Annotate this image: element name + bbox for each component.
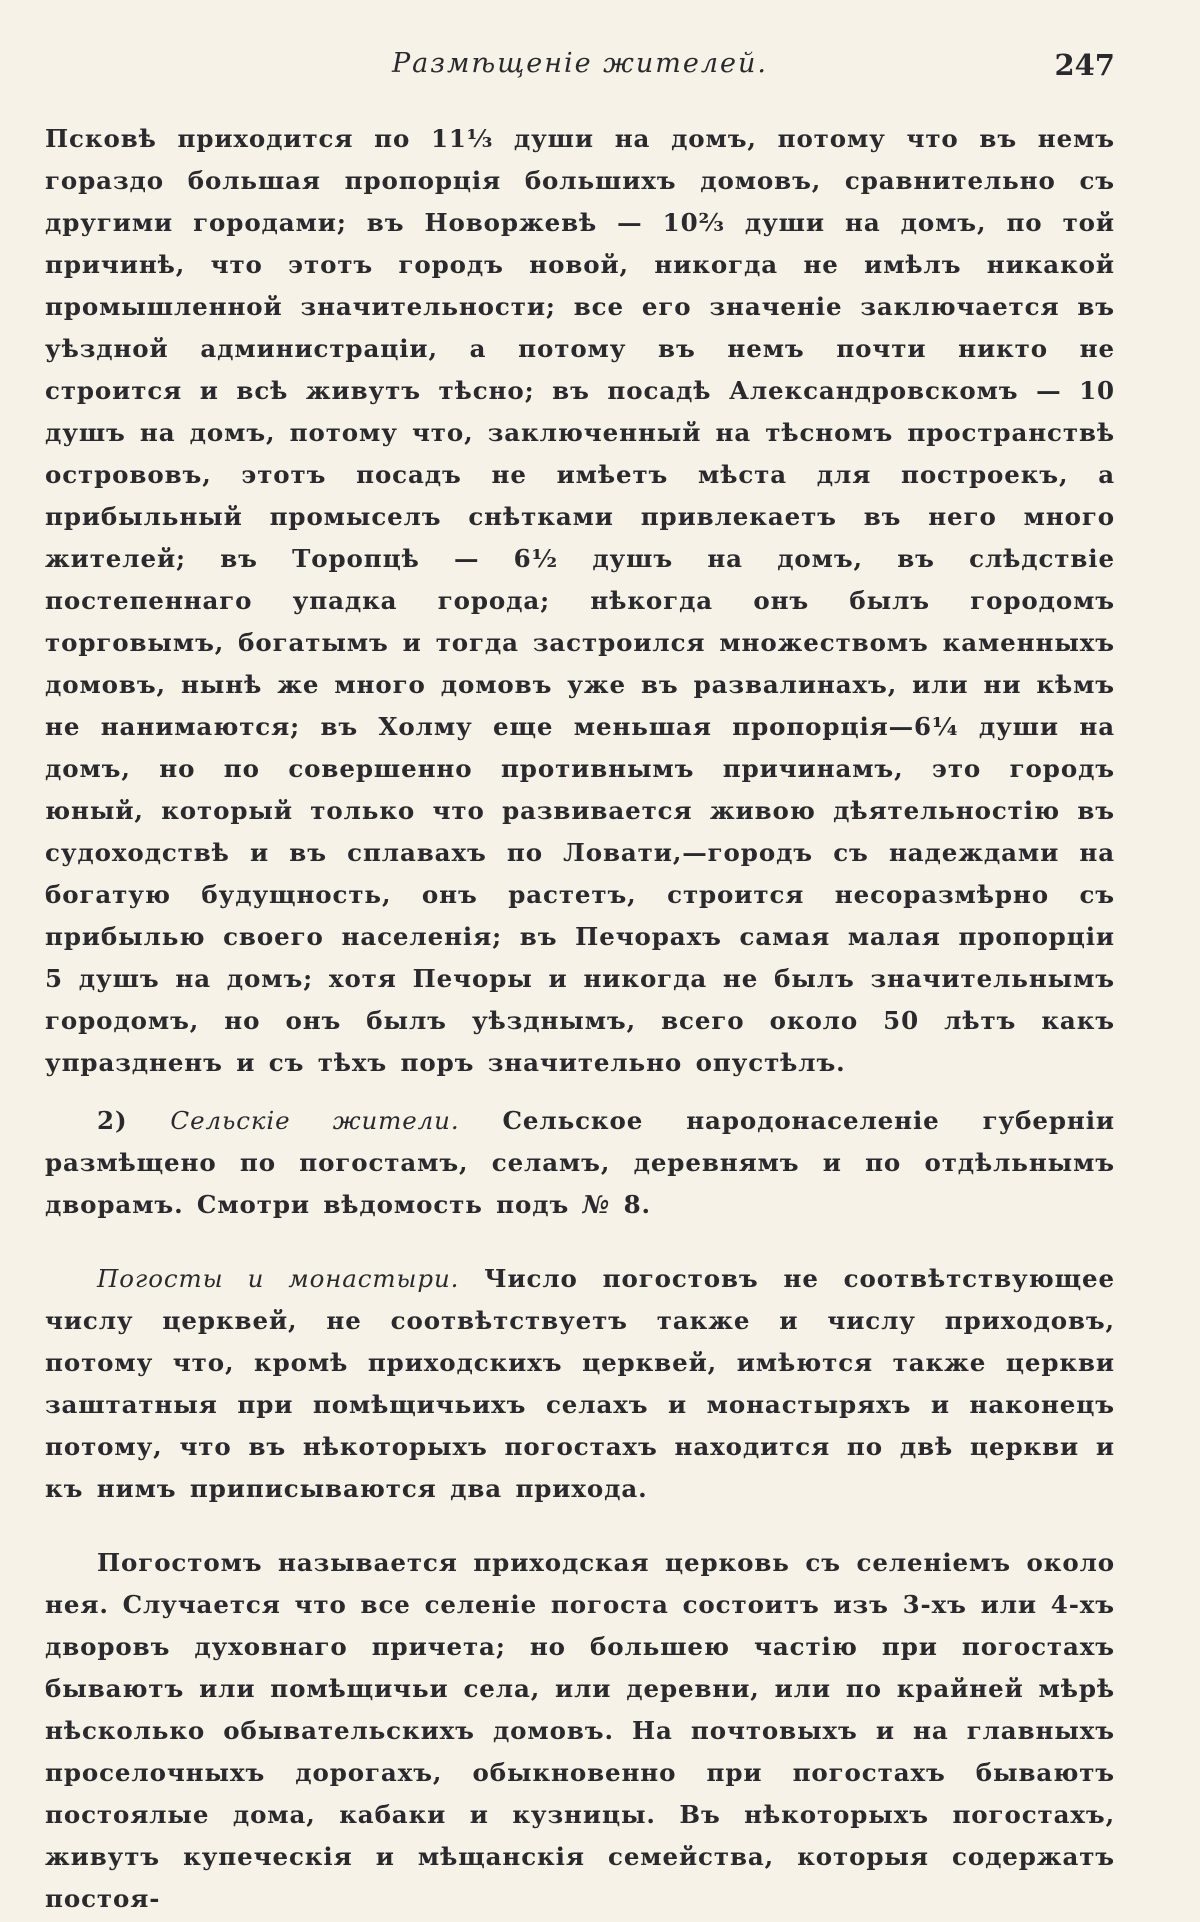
paragraph-pogost-definition: Погостомъ называется приходская церковь съ селеніемъ около нея. Случается что все селеніе погоста состоитъ изъ 3-хъ или 4-хъ дворовъ духовнаго причета; но большею частію при погостахъ бываютъ или помѣщичьи села, или деревни, или по крайней мѣрѣ нѣсколько обывательскихъ домовъ. На почтовыхъ и на главныхъ проселочныхъ дорогахъ, обыкновенно при погостахъ бываютъ постоялые дома, кабаки и кузницы. Въ нѣкоторыхъ погостахъ, живутъ купеческія и мѣщанскія семейства, которыя содержатъ постоя- [45,1548,1115,1913]
number-sign: № [582,1190,611,1219]
statement-reference: 8. [623,1190,651,1219]
paragraph-churchyards [45,1258,1115,1510]
rural-text: Сельское народонаселеніе губерніи размѣщено по погостамъ, селамъ, деревнямъ и по отдѣльнымъ дворамъ. Смотри вѣдомость подъ [45,1106,1115,1219]
paragraph-rural-inhabitants [45,1100,1115,1226]
page-number: 247 [1054,48,1115,82]
section-heading-rural: Сельскіе жители. [170,1106,460,1135]
page-header [45,48,1115,88]
running-title: Размѣщеніе жителей. [392,48,768,79]
section-number: 2) [97,1106,128,1135]
section-heading-churchyards: Погосты и монастыри. [97,1264,460,1293]
churchyards-text: Число погостовъ не соотвѣтствующее числу церквей, не соотвѣтствуетъ также и числу приходовъ, потому что, кромѣ приходскихъ церквей, имѣются также церкви заштатныя при помѣщичьихъ селахъ и монастыряхъ и наконецъ потому, что въ нѣкоторыхъ погостахъ находится по двѣ церкви и къ нимъ приписываются два прихода. [45,1264,1115,1503]
page-body [45,118,1115,1920]
paragraph-towns: Псковѣ приходится по 11⅓ души на домъ, потому что въ немъ гораздо большая пропорція большихъ домовъ, сравнительно съ другими городами; въ Новоржевѣ — 10⅔ души на домъ, по той причинѣ, что этотъ городъ новой, никогда не имѣлъ никакой промышленной значительности; все его значеніе заключается въ уѣздной администраціи, а потому въ немъ почти никто не строится и всѣ живутъ тѣсно; въ посадѣ Александровскомъ — 10 душъ на домъ, потому что, заключенный на тѣсномъ пространствѣ острововъ, этотъ посадъ не имѣетъ мѣста для построекъ, а прибыльный промыселъ снѣтками привлекаетъ въ него много жителей; въ Торопцѣ — 6½ душъ на домъ, въ слѣдствіе постепеннаго упадка города; нѣкогда онъ былъ городомъ торговымъ, богатымъ и тогда застроился множествомъ каменныхъ домовъ, нынѣ же много домовъ уже въ развалинахъ, или ни кѣмъ не нанимаются; въ Холму еще меньшая пропорція—6¼ души на домъ, но по совершенно противнымъ причинамъ, это городъ юный, который только что развивается живою дѣятельностію въ судоходствѣ и въ сплавахъ по Ловати,—городъ съ надеждами на богатую будущность, онъ растетъ, строится несоразмѣрно съ прибылью своего населенія; въ Печорахъ самая малая пропорціи 5 душъ на домъ; хотя Печоры и никогда не былъ значительнымъ городомъ, но онъ былъ уѣзднымъ, всего около 50 лѣтъ какъ упраздненъ и съ тѣхъ поръ значительно опустѣлъ. [45,124,1115,1077]
